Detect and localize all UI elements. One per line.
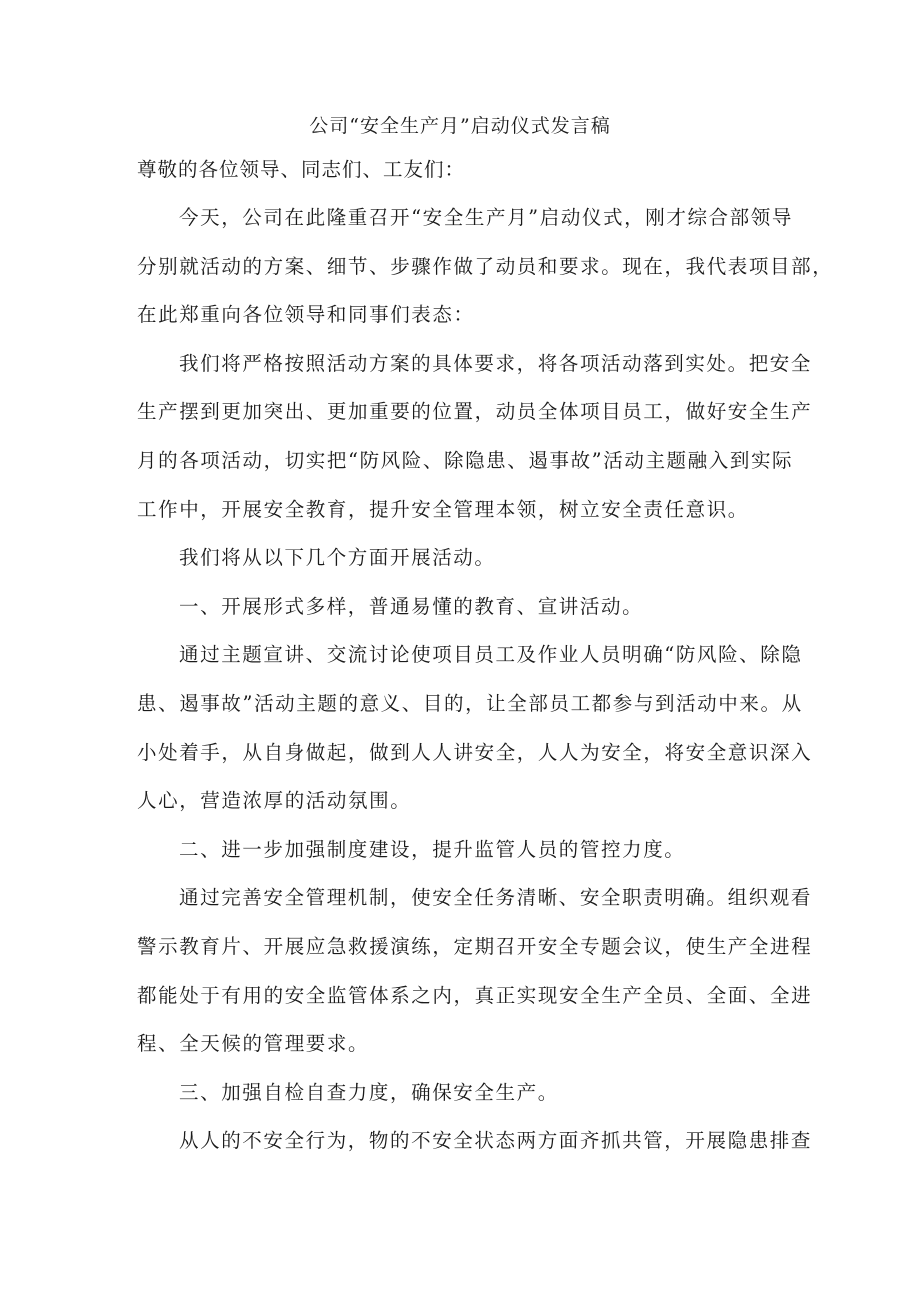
paragraph-line: 都能处于有用的安全监管体系之内，真正实现安全生产全员、全面、全进: [137, 983, 813, 1007]
paragraph-line: 程、全天候的管理要求。: [137, 1032, 370, 1056]
paragraph-line: 通过完善安全管理机制，使安全任务清晰、安全职责明确。组织观看: [179, 886, 813, 910]
paragraph-line: 从人的不安全行为，物的不安全状态两方面齐抓共管，开展隐患排查: [179, 1129, 813, 1153]
paragraph: [137, 1117, 813, 1166]
paragraph-line: 患、遏事故”活动主题的意义、目的，让全部员工都参与到活动中来。从: [137, 691, 803, 715]
paragraph: [137, 534, 793, 583]
document-body: [137, 146, 834, 1166]
paragraph-line: 人心，营造浓厚的活动氛围。: [137, 789, 412, 813]
paragraph-line: 在此郑重向各位领导和同事们表态：: [137, 303, 475, 327]
paragraph-line: 小处着手，从自身做起，做到人人讲安全，人人为安全，将安全意识深入: [137, 740, 813, 764]
paragraph: [137, 874, 813, 1068]
paragraph: [137, 194, 834, 340]
section-heading-1: 一、开展形式多样，普通易懂的教育、宣讲活动。: [179, 594, 644, 618]
section-heading-2: 二、进一步加强制度建设，提升监管人员的管控力度。: [179, 837, 686, 861]
paragraph-line: 警示教育片、开展应急救援演练，定期召开安全专题会议，使生产全进程: [137, 934, 813, 958]
section-heading-3: 三、加强自检自查力度，确保安全生产。: [179, 1080, 559, 1104]
document-title: 公司“安全生产月”启动仪式发言稿: [309, 115, 611, 137]
paragraph: [137, 340, 813, 534]
section-heading: [137, 1069, 793, 1118]
paragraph-line: 生产摆到更加突出、更加重要的位置，动员全体项目员工，做好安全生产: [137, 400, 813, 424]
paragraph-line: 今天，公司在此隆重召开“安全生产月”启动仪式，刚才综合部领导: [179, 206, 793, 229]
paragraph-line: 月的各项活动，切实把“防风险、除隐患、遏事故”活动主题融入到实际: [137, 448, 794, 472]
paragraph-line: 我们将从以下几个方面开展活动。: [179, 546, 496, 570]
paragraph: [137, 631, 813, 825]
paragraph-line: 分别就活动的方案、细节、步骤作做了动员和要求。现在，我代表项目部，: [137, 254, 834, 278]
greeting: 尊敬的各位领导、同志们、工友们：: [137, 158, 466, 181]
section-heading: [137, 826, 793, 875]
paragraph-line: 我们将严格按照活动方案的具体要求，将各项活动落到实处。把安全: [179, 351, 813, 375]
section-heading: [137, 583, 793, 632]
paragraph-line: 通过主题宣讲、交流讨论使项目员工及作业人员明确“防风险、除隐: [179, 643, 803, 667]
paragraph-line: 工作中，开展安全教育，提升安全管理本领，树立安全责任意识。: [137, 497, 749, 521]
